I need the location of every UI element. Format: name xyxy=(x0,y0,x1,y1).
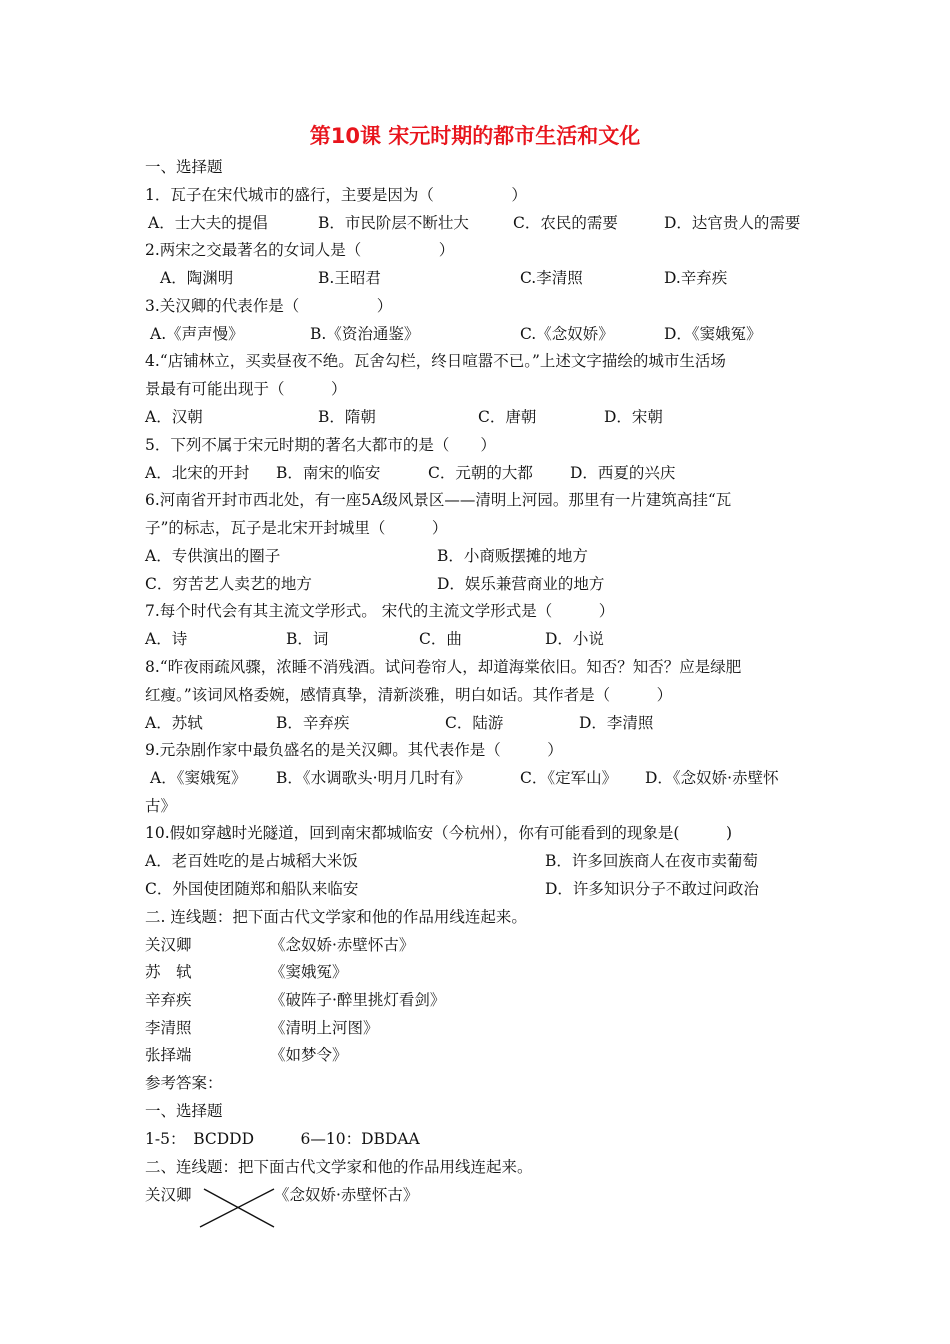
question-stem: 5．下列不属于宋元时期的著名大都市的是（ ） xyxy=(145,436,496,454)
option: B.《资治通鉴》 xyxy=(310,325,420,343)
option: D．《念奴娇·赤壁怀 xyxy=(645,769,779,787)
option: A．老百姓吃的是占城稻大米饭 xyxy=(145,852,358,870)
question-stem: 2.两宋之交最著名的女词人是（ ） xyxy=(145,241,455,259)
option: C．农民的需要 xyxy=(513,214,618,232)
matching-author: 李清照 xyxy=(145,1019,192,1037)
option: A．苏轼 xyxy=(145,714,203,732)
option: D．《窦娥冤》 xyxy=(664,325,762,343)
option: B．隋朝 xyxy=(318,408,376,426)
option: D．宋朝 xyxy=(604,408,663,426)
question-stem-continued: 红瘦。”该词风格委婉，感情真挚，清新淡雅，明白如话。其作者是（ ） xyxy=(145,686,673,704)
option: C.《念奴娇》 xyxy=(520,325,614,343)
option: C．穷苦艺人卖艺的地方 xyxy=(145,575,312,593)
section-heading: 二. 连线题：把下面古代文学家和他的作品用线连起来。 xyxy=(145,908,527,926)
option: A．专供演出的圈子 xyxy=(145,547,281,565)
matching-work: 《如梦令》 xyxy=(270,1046,348,1064)
matching-work: 《破阵子·醉里挑灯看剑》 xyxy=(270,991,446,1009)
option: A.《声声慢》 xyxy=(150,325,244,343)
question-stem-continued: 景最有可能出现于（ ） xyxy=(145,380,347,398)
option: A．诗 xyxy=(145,630,188,648)
option: A．《窦娥冤》 xyxy=(150,769,247,787)
matching-work: 《清明上河图》 xyxy=(270,1019,379,1037)
option: D.辛弃疾 xyxy=(664,269,728,287)
answer-work: 《念奴娇·赤壁怀古》 xyxy=(274,1186,419,1204)
option: B．《水调歌头·明月几时有》 xyxy=(276,769,471,787)
option: B．小商贩摆摊的地方 xyxy=(437,547,588,565)
option: A．士大夫的提倡 xyxy=(148,214,268,232)
option: C．陆游 xyxy=(445,714,504,732)
option: C．外国使团随郑和船队来临安 xyxy=(145,880,359,898)
section-heading: 一、选择题 xyxy=(145,158,223,176)
answers-choice: 1-5： BCDDD 6—10：DBDAA xyxy=(145,1130,420,1148)
option: C.李清照 xyxy=(520,269,583,287)
option: A．汉朝 xyxy=(145,408,203,426)
answers-section-heading: 二、连线题：把下面古代文学家和他的作品用线连起来。 xyxy=(145,1158,533,1176)
option: B．辛弃疾 xyxy=(276,714,350,732)
matching-cross-lines xyxy=(198,1187,278,1229)
option: D．娱乐兼营商业的地方 xyxy=(437,575,605,593)
option: D．西夏的兴庆 xyxy=(570,464,676,482)
question-stem: 9.元杂剧作家中最负盛名的是关汉卿。其代表作是（ ） xyxy=(145,741,563,759)
question-stem: 6.河南省开封市西北处，有一座5A级风景区——清明上河园。那里有一片建筑高挂“瓦 xyxy=(145,491,732,509)
option: B.王昭君 xyxy=(318,269,381,287)
option: C．《定军山》 xyxy=(520,769,618,787)
option: C．曲 xyxy=(419,630,462,648)
option: B．许多回族商人在夜市卖葡萄 xyxy=(545,852,758,870)
option-wrap: 古》 xyxy=(145,797,177,815)
question-stem-continued: 子”的标志，瓦子是北宋开封城里（ ） xyxy=(145,519,448,537)
option: A．北宋的开封 xyxy=(145,464,250,482)
matching-author: 辛弃疾 xyxy=(145,991,192,1009)
question-stem: 4.“店铺林立，买卖昼夜不绝。瓦舍勾栏，终日喧嚣不已。”上述文字描绘的城市生活场 xyxy=(145,352,726,370)
question-stem: 8.“昨夜雨疏风骤，浓睡不消残酒。试问卷帘人，却道海棠依旧。知否？知否？应是绿肥 xyxy=(145,658,742,676)
answers-heading: 参考答案： xyxy=(145,1074,223,1092)
option: B．市民阶层不断壮大 xyxy=(318,214,469,232)
question-stem: 7.每个时代会有其主流文学形式。 宋代的主流文学形式是（ ） xyxy=(145,602,615,620)
option: B．南宋的临安 xyxy=(276,464,381,482)
matching-author: 苏 轼 xyxy=(145,963,192,981)
option: C．元朝的大都 xyxy=(428,464,533,482)
option: B．词 xyxy=(286,630,329,648)
matching-author: 张择端 xyxy=(145,1046,192,1064)
answers-section-heading: 一、选择题 xyxy=(145,1102,223,1120)
matching-work: 《念奴娇·赤壁怀古》 xyxy=(270,936,415,954)
question-stem: 1．瓦子在宋代城市的盛行，主要是因为（ ） xyxy=(145,186,527,204)
option: D．达官贵人的需要 xyxy=(664,214,801,232)
option: C．唐朝 xyxy=(478,408,537,426)
matching-work: 《窦娥冤》 xyxy=(270,963,348,981)
answer-author: 关汉卿 xyxy=(145,1186,192,1204)
page-title: 第10课 宋元时期的都市生活和文化 xyxy=(309,124,641,148)
option: D．小说 xyxy=(545,630,604,648)
option: A．陶渊明 xyxy=(160,269,234,287)
matching-author: 关汉卿 xyxy=(145,936,192,954)
question-stem: 3.关汉卿的代表作是（ ） xyxy=(145,297,393,315)
option: D．许多知识分子不敢过问政治 xyxy=(545,880,759,898)
option: D．李清照 xyxy=(579,714,654,732)
question-stem: 10.假如穿越时光隧道，回到南宋都城临安（今杭州），你有可能看到的现象是( ) xyxy=(145,824,732,842)
